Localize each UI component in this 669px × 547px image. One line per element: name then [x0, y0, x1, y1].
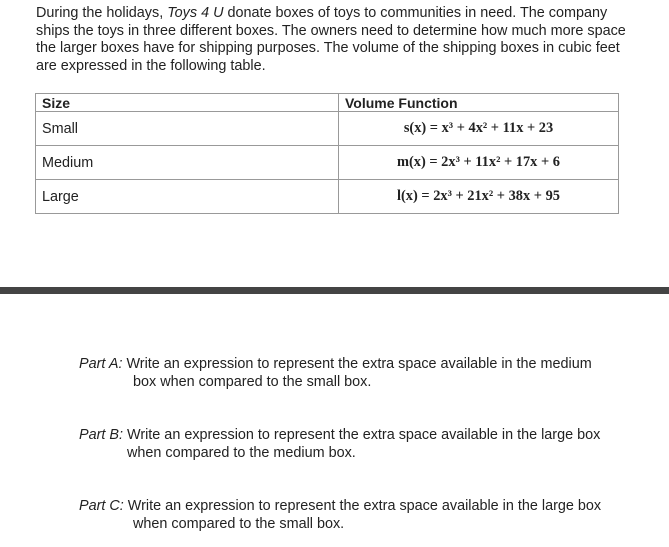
- part-b-line1: Write an expression to represent the extra space available in the large box: [123, 427, 601, 443]
- size-cell-medium: Medium: [36, 146, 339, 180]
- part-b-label: Part B:: [79, 427, 123, 443]
- part-a-question: [79, 356, 659, 391]
- size-cell-small: Small: [36, 112, 339, 146]
- company-name: Toys 4 U: [167, 5, 224, 21]
- header-volume-function: Volume Function: [339, 94, 619, 112]
- function-cell-large: l(x) = 2x³ + 21x² + 38x + 95: [339, 180, 619, 214]
- intro-text-before: During the holidays,: [36, 5, 168, 21]
- part-c-label: Part C:: [79, 498, 124, 514]
- table-header-row: [36, 94, 619, 112]
- table-row: [36, 112, 619, 146]
- part-c-line1: Write an expression to represent the extra space available in the large box: [123, 498, 602, 514]
- part-c-question: [79, 498, 659, 533]
- function-cell-medium: m(x) = 2x³ + 11x² + 17x + 6: [339, 146, 619, 180]
- volume-table: [35, 93, 619, 214]
- size-cell-large: Large: [36, 180, 339, 214]
- header-size: Size: [36, 94, 339, 112]
- part-a-line2: box when compared to the small box.: [133, 373, 372, 390]
- section-divider: [0, 287, 669, 294]
- part-b-line2: when compared to the medium box.: [127, 444, 356, 461]
- table-row: [36, 146, 619, 180]
- function-cell-small: s(x) = x³ + 4x² + 11x + 23: [339, 112, 619, 146]
- intro-text-after: donate boxes of toys to communities in need. The company ships the toys in three different boxes. The owners need to determine how much more space the larger boxes have for shipping purposes. The volume of the shipping boxes in cubic feet are expressed in the following table.: [36, 5, 626, 74]
- part-b-question: [79, 427, 659, 462]
- intro-paragraph: [36, 5, 636, 75]
- part-a-label: Part A:: [79, 356, 123, 372]
- part-c-line2: when compared to the small box.: [133, 515, 345, 532]
- part-a-line1: Write an expression to represent the extra space available in the medium: [122, 356, 592, 372]
- table-row: [36, 180, 619, 214]
